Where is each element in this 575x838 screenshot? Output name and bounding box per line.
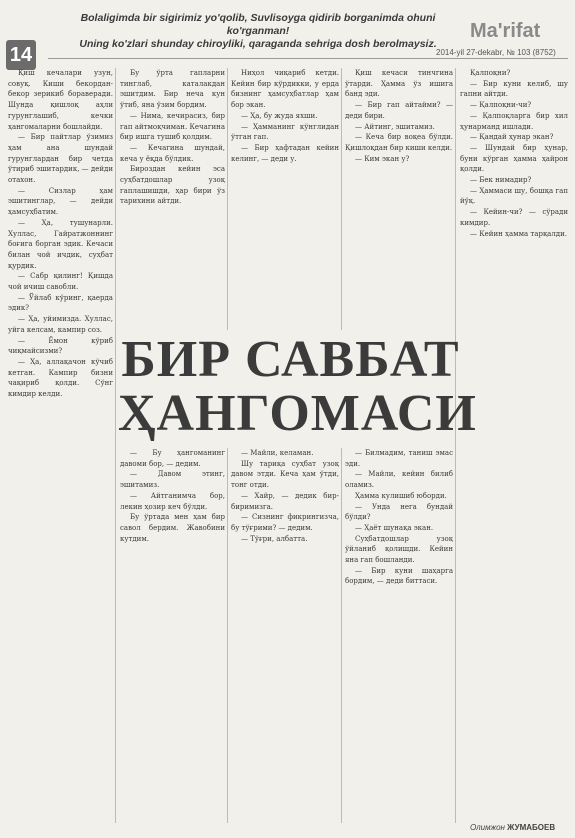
paragraph: — Ҳа, уйимизда. Хуллас, уйга келсам, кампир соз. xyxy=(8,315,113,334)
paragraph: — Билмадим, таниш эмас эди. xyxy=(345,449,453,468)
paragraph: Қалпоқни? xyxy=(470,69,511,77)
paragraph: — Ким экан у? xyxy=(355,154,410,163)
paragraph: — Сабр қилинг! Қишда чой ичиш савобли. xyxy=(8,272,113,292)
paragraph: — Сизлар ҳам эшитинглар, — дейди ҳамсуҳбатим. xyxy=(8,186,113,217)
paragraph: — Қандай ҳунар экан? xyxy=(470,133,554,142)
paragraph: — Давом этинг, эшитамиз. xyxy=(120,470,225,490)
article-column-4-top xyxy=(345,68,453,330)
paragraph: — Шундай бир ҳунар, буни кўрган ҳамма ҳайрон қолди. xyxy=(460,143,568,174)
column-divider xyxy=(227,68,228,330)
author-first-name: Олимжон xyxy=(470,823,505,832)
paragraph: — Ҳа, бу жуда яхши. xyxy=(241,111,318,120)
article-column-5 xyxy=(345,448,453,823)
paragraph: — Кейин-чи? — сўради кимдир. xyxy=(460,208,568,227)
paragraph: — Ҳа, аллақачон кўчиб кетган. Кампир бизни чақириб қолди. Сўнг кимдир келди. xyxy=(8,357,113,399)
paragraph: — Бир пайтлар ўзимиз ҳам ана шундай гурунглардан бир четда ўтириб эшитардик, — дейди отахон. xyxy=(8,133,113,185)
paragraph: — Бир куни келиб, шу гапни айтди. xyxy=(460,79,568,99)
section-title: Ma'rifat xyxy=(470,20,541,42)
paragraph: — Кечагина шундай, кеча у ёқда бўлдик. xyxy=(120,143,225,163)
paragraph: Ниҳол чиқариб кетди. Кейин бир кўрдикки, у ерда бизнинг ҳамсуҳбатлар ҳам бор экан. xyxy=(231,69,339,110)
paragraph: — Майли, кейин билиб оламиз. xyxy=(345,470,453,490)
paragraph: — Қалпоқларга бир хил ҳунарманд ишлади. xyxy=(460,111,568,131)
issue-dateline: 2014-yil 27-dekabr, № 103 (8752) xyxy=(436,48,556,57)
paragraph: — Тўғри, албатта. xyxy=(241,534,308,543)
paragraph: — Кеча бир воқеа бўлди. Қишлоқдан бир киши келди. xyxy=(345,133,453,152)
page-header xyxy=(0,0,575,64)
paragraph: — Ҳамманинг кўнглидан ўтган гап. xyxy=(231,122,339,142)
paragraph: Суҳбатдошлар узоқ ўйланиб қолишди. Кейин яна гап бошланди. xyxy=(345,534,453,565)
column-divider xyxy=(227,448,228,823)
column-divider xyxy=(115,68,116,823)
paragraph: — Айтинг, эшитамиз. xyxy=(355,122,435,131)
paragraph: — Майли, келаман. xyxy=(241,449,314,457)
paragraph: — Унда нега бундай бўлди? xyxy=(345,502,453,522)
headline-line-1: БИР САВБАТ xyxy=(121,331,460,388)
paragraph: — Сизнинг фикрингизча, бу тўғрими? — дедим. xyxy=(231,513,339,532)
paragraph: — Бу ҳангоманинг давоми бор, — дедим. xyxy=(120,449,225,468)
article-column-3-bottom xyxy=(231,448,339,823)
column-divider xyxy=(455,68,456,823)
paragraph: Ҳамма кулишиб юборди. xyxy=(355,491,447,500)
article-column-3-top xyxy=(231,68,339,330)
article-column-2-top xyxy=(120,68,225,330)
paragraph: — Нима, кечирасиз, бир гап айтмоқчиман. Кечагина бир ишга тушиб қолдим. xyxy=(120,111,225,142)
column-divider xyxy=(341,448,342,823)
paragraph: Шу тариқа суҳбат узоқ давом этди. Кеча ҳам ўтди, тонг отди. xyxy=(231,459,339,490)
headline-line-2: ҲАНГОМАСИ xyxy=(118,385,477,442)
paragraph: — Бир ҳафтадан кейин келинг, — деди у. xyxy=(231,143,339,163)
paragraph: — Ҳаёт шунақа экан. xyxy=(355,523,434,532)
paragraph: — Кейин ҳамма тарқалди. xyxy=(470,229,568,238)
article-column-2-bottom xyxy=(120,448,225,823)
paragraph: — Ёмон кўриб чиқмайсизми? xyxy=(8,336,113,356)
paragraph: Бу ўртада мен ҳам бир савол бердим. Жавобини кутдим. xyxy=(120,513,225,543)
paragraph: — Қалпоқни-чи? xyxy=(470,101,532,110)
article-column-6 xyxy=(460,68,568,820)
article-author xyxy=(470,823,555,832)
article-column-1 xyxy=(8,68,113,823)
slogan-line-2: Uning ko'zlari shunday chiroyliki, qaraganda sehriga dosh berolmaysiz. xyxy=(79,38,437,50)
paragraph: — Ўйлаб кўринг, қаерда эдик? xyxy=(8,293,113,313)
paragraph: — Ҳаммаси шу, бошқа гап йўқ. xyxy=(460,186,568,206)
header-rule xyxy=(48,58,568,59)
paragraph: Қиш кечаси тинчгина ўтарди. Ҳамма ўз ишига банд эди. xyxy=(345,69,453,99)
page-number: 14 xyxy=(6,40,36,70)
paragraph: — Бир гап айтайми? — деди бири. xyxy=(345,101,453,120)
paragraph: — Ҳа, тушунарли. Хуллас, Гайратжоннинг боғига борган эдик. Кечаси билан чой ичдик, суҳбат қурдик. xyxy=(8,218,113,270)
header-slogan xyxy=(58,12,458,51)
slogan-line-1: Bolaligimda bir sigirimiz yo'qolib, Suvlisoyga qidirib borganimda ohuni ko'rganman! xyxy=(80,12,436,37)
paragraph: — Бек нимадир? xyxy=(470,176,532,185)
paragraph: Бироздан кейин эса суҳбатдошлар узоқ гаплашишди, ҳар бири ўз тарихини айтди. xyxy=(120,165,225,206)
article-headline xyxy=(118,331,477,442)
column-divider xyxy=(341,68,342,330)
paragraph: — Бир куни шаҳарга бордим, — деди биттаси. xyxy=(345,566,453,586)
paragraph: — Хайр, — дедик бир-биримизга. xyxy=(231,491,339,511)
paragraph: Қиш кечалари узун, совуқ. Киши бекордан-бекор зерикиб бораверади. Шунда қишлоқ аҳли гурунглашиб, кечки ҳангомаларни бошлайди. xyxy=(8,69,113,131)
author-surname: ЖУМАБОЕВ xyxy=(507,823,556,832)
paragraph: — Айтганимча бор, лекин ҳозир кеч бўлди. xyxy=(120,491,225,511)
paragraph: Бу ўрта гапларни тинглаб, каталакдан эшитдим. Бир неча кун ўтиб, яна ўзим бордим. xyxy=(120,69,225,110)
